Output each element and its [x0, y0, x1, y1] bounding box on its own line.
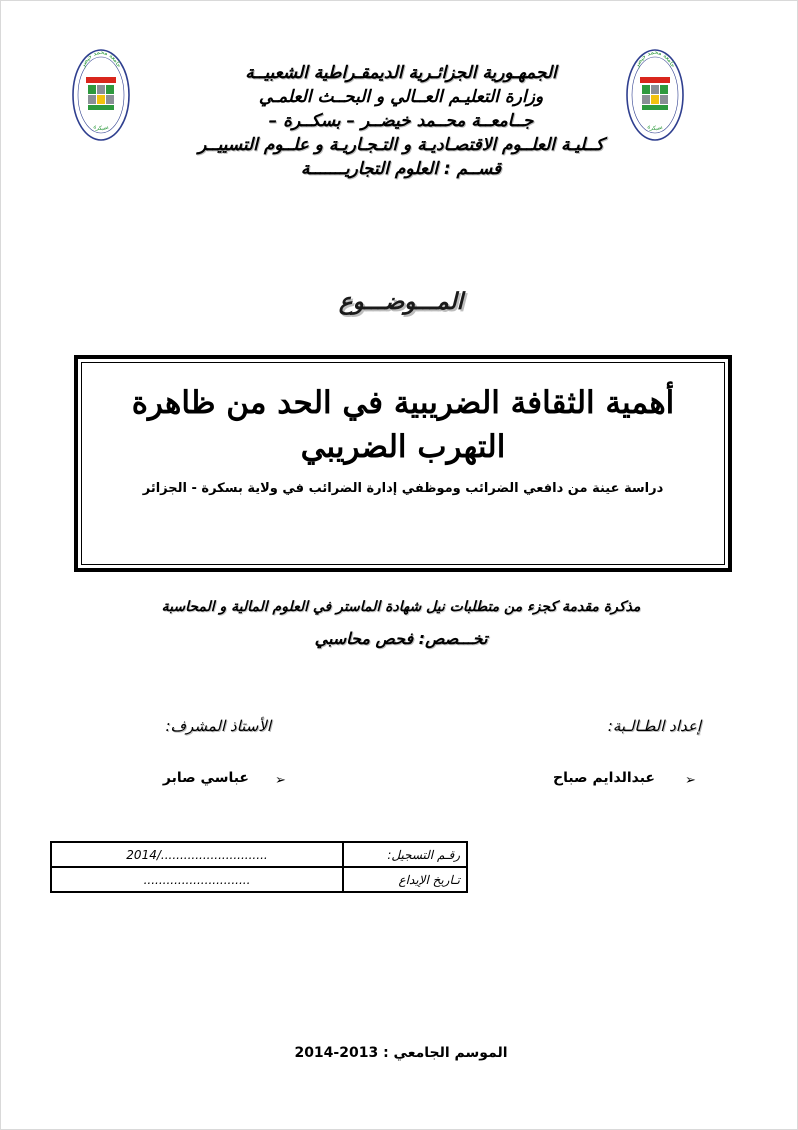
supervisor-name: عباسي صابر: [162, 770, 249, 786]
thesis-title: أهمية الثقافة الضريبية في الحد من ظاهرة التهرب الضريبي: [131, 385, 675, 465]
seal-arc-text: جامعة محمد خيضر: [79, 48, 123, 69]
university-seal-left: [71, 47, 131, 143]
deposit-date-label: تـاريخ الإيداع: [343, 867, 467, 892]
seal-city-text: بسكرة: [92, 123, 110, 133]
student-name: عبدالدايم صباح: [552, 770, 655, 786]
table-row: [51, 842, 467, 867]
title-box: [74, 355, 732, 572]
arrow-bullet-icon: ➢: [275, 773, 286, 788]
student-label: إعداد الطـالـبة:: [607, 717, 701, 735]
memo-statement: مذكرة مقدمة كجزء من متطلبات نيل شهادة الماستر في العلوم المالية و المحاسبة: [161, 599, 641, 615]
thesis-subtitle: دراسة عينة من دافعي الضرائب وموظفي إدارة الضرائب في ولاية بسكرة - الجزائر: [142, 481, 664, 496]
arrow-bullet-icon: ➢: [685, 773, 696, 788]
header-university: جــامعــة محــمد خيضــر – بسكــرة –: [268, 111, 534, 131]
academic-year: الموسم الجامعي : 2013-2014: [294, 1045, 508, 1061]
table-row: [51, 867, 467, 892]
header-department: قســم : العلوم التجاريـــــــة: [300, 159, 502, 179]
header-republic: الجمهـورية الجزائـرية الديمقـراطية الشعبيــة: [245, 63, 557, 83]
registration-table: [50, 841, 468, 893]
registration-number-label: رقـم التسجيل:: [343, 842, 467, 867]
deposit-date-value: ............................: [51, 867, 343, 892]
supervisor-label: الأستاذ المشرف:: [165, 717, 271, 735]
seal-arc-text: جامعة محمد خيضر: [633, 48, 677, 69]
seal-city-text: بسكرة: [646, 123, 664, 133]
subject-label: المـــوضـــوع: [338, 289, 464, 315]
header-ministry: وزارة التعليـم العــالي و البحــث العلمـي: [258, 87, 544, 107]
specialization: تخـــصص: فحص محاسبي: [314, 629, 488, 648]
registration-number-value: ............................/2014: [51, 842, 343, 867]
institution-header: [151, 61, 651, 181]
header-faculty: كــليـة العلــوم الاقتصـاديـة و التـجـاريـة و علــوم التسييــر: [198, 135, 604, 155]
